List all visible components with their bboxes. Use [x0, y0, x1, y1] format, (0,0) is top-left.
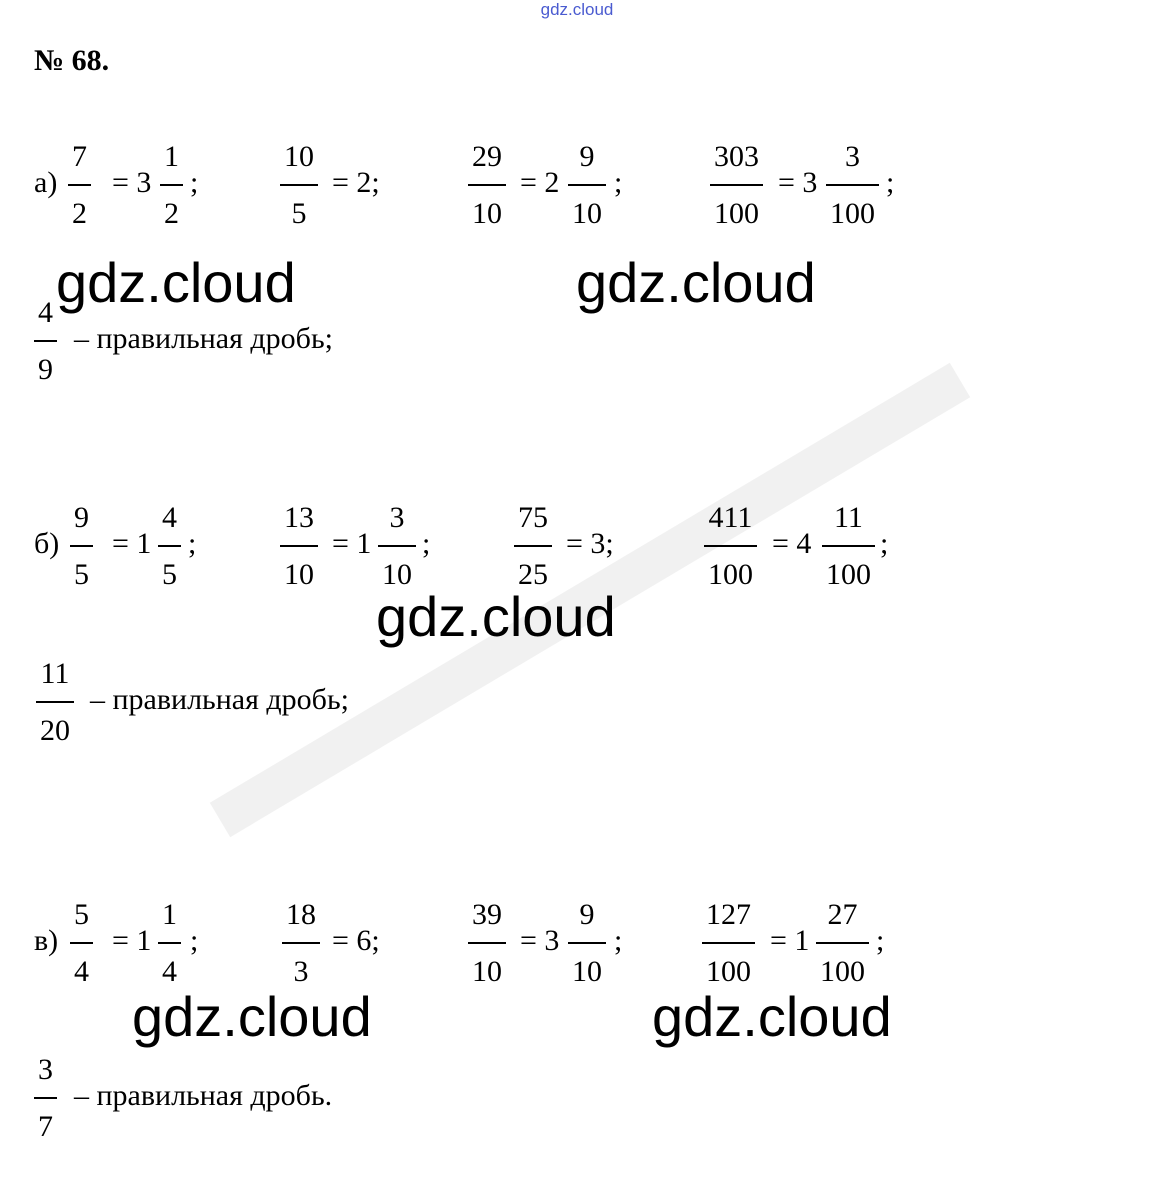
- row-a-label: а): [34, 166, 58, 199]
- numerator: 127: [706, 898, 751, 931]
- fraction-bar: [378, 545, 416, 547]
- row-a-equals-2: = 2;: [332, 166, 380, 199]
- row-v-equals-4: = 1: [770, 924, 810, 957]
- row-v-equals-2: = 6;: [332, 924, 380, 957]
- numerator: 75: [518, 501, 548, 534]
- watermark-text: gdz.cloud: [132, 985, 372, 1048]
- numerator: 4: [38, 296, 53, 329]
- row-b-mixed-4: [822, 503, 875, 590]
- fraction-bar: [158, 942, 181, 944]
- numerator: 1: [162, 898, 177, 931]
- row-b-fraction-4: [704, 503, 757, 590]
- numerator: 11: [40, 657, 70, 690]
- numerator: 7: [72, 140, 87, 173]
- fraction-bar: [816, 942, 869, 944]
- problem-number: № 68.: [34, 44, 110, 77]
- denominator: 10: [572, 955, 602, 988]
- row-v-equals-1: = 1: [112, 924, 152, 957]
- numerator: 411: [708, 501, 753, 534]
- fraction-bar: [514, 545, 552, 547]
- row-v-fraction-1: [70, 900, 93, 987]
- numerator: 9: [579, 140, 595, 173]
- numerator: 11: [834, 501, 863, 534]
- row-v-mixed-3: [568, 900, 606, 987]
- fraction-bar: [34, 340, 57, 342]
- row-v-fraction-2: [282, 900, 320, 987]
- fraction-bar: [704, 545, 757, 547]
- row-v-equals-3: = 3: [520, 924, 560, 957]
- denominator: 10: [284, 558, 314, 591]
- denominator: 20: [40, 714, 70, 747]
- denominator: 5: [162, 558, 177, 591]
- denominator: 10: [382, 558, 412, 591]
- fraction-bar: [468, 184, 506, 186]
- row-b-equals-2: = 1: [332, 527, 372, 560]
- row-v-fraction-4: [702, 900, 755, 987]
- numerator: 5: [74, 898, 89, 931]
- fraction-bar: [70, 942, 93, 944]
- denominator: 10: [472, 197, 502, 230]
- watermark-text: gdz.cloud: [652, 985, 892, 1048]
- row-a-equals-3: = 2: [520, 166, 560, 199]
- denominator: 2: [164, 197, 179, 230]
- denominator: 100: [820, 955, 865, 988]
- denominator: 100: [714, 197, 759, 230]
- fraction-bar: [68, 184, 91, 186]
- row-b-mixed-1: [158, 503, 181, 590]
- denominator: 4: [74, 955, 89, 988]
- row-b-equals-3: = 3;: [566, 527, 614, 560]
- row-b-note-fraction: [36, 659, 74, 746]
- row-a-fraction-3: [468, 142, 506, 229]
- fraction-bar: [568, 942, 606, 944]
- numerator: 9: [74, 501, 89, 534]
- row-b-fraction-3: [514, 503, 552, 590]
- numerator: 3: [38, 1053, 53, 1086]
- row-b-semicolon-1: ;: [188, 527, 197, 560]
- row-b-fraction-1: [70, 503, 93, 590]
- numerator: 29: [472, 140, 502, 173]
- fraction-bar: [280, 184, 318, 186]
- numerator: 13: [284, 501, 314, 534]
- denominator: 10: [472, 955, 502, 988]
- fraction-bar: [160, 184, 183, 186]
- row-b-note-text: – правильная дробь;: [90, 683, 349, 716]
- fraction-bar: [158, 545, 181, 547]
- fraction-bar: [36, 701, 74, 703]
- row-a-fraction-2: [280, 142, 318, 229]
- row-a-note-text: – правильная дробь;: [74, 322, 333, 355]
- row-b-fraction-2: [280, 503, 318, 590]
- denominator: 100: [708, 558, 753, 591]
- row-b-label: б): [34, 527, 60, 560]
- row-a-equals-1: = 3: [112, 166, 152, 199]
- row-v-semicolon-3: ;: [614, 924, 623, 957]
- row-a-semicolon-3: ;: [614, 166, 623, 199]
- fraction-bar: [70, 545, 93, 547]
- row-a-fraction-4: [710, 142, 763, 229]
- row-b-equals-1: = 1: [112, 527, 152, 560]
- row-a-mixed-1: [160, 142, 183, 229]
- fraction-bar: [468, 942, 506, 944]
- row-v-mixed-4: [816, 900, 869, 987]
- numerator: 18: [286, 898, 316, 931]
- row-b-semicolon-2: ;: [422, 527, 431, 560]
- row-a-equals-4: = 3: [778, 166, 818, 199]
- denominator: 25: [518, 558, 548, 591]
- denominator: 5: [291, 197, 307, 230]
- numerator: 10: [284, 140, 314, 173]
- row-v-semicolon-1: ;: [190, 924, 199, 957]
- watermark-text: gdz.cloud: [56, 251, 296, 314]
- fraction-bar: [822, 545, 875, 547]
- row-a-fraction-1: [68, 142, 91, 229]
- row-a-semicolon-4: ;: [886, 166, 895, 199]
- fraction-bar: [710, 184, 763, 186]
- numerator: 39: [472, 898, 502, 931]
- row-v-semicolon-4: ;: [876, 924, 885, 957]
- numerator: 27: [827, 898, 858, 931]
- row-a-note-fraction: [34, 298, 57, 385]
- denominator: 2: [72, 197, 87, 230]
- top-watermark: gdz.cloud: [540, 0, 614, 19]
- row-v-mixed-1: [158, 900, 181, 987]
- fraction-bar: [826, 184, 879, 186]
- watermark-text: gdz.cloud: [376, 585, 616, 648]
- denominator: 5: [74, 558, 89, 591]
- numerator: 303: [714, 140, 759, 173]
- denominator: 9: [38, 353, 53, 386]
- row-v-label: в): [34, 924, 59, 957]
- denominator: 10: [572, 197, 602, 230]
- denominator: 3: [293, 955, 309, 988]
- numerator: 1: [164, 140, 179, 173]
- fraction-bar: [702, 942, 755, 944]
- row-b-equals-4: = 4: [772, 527, 812, 560]
- row-v-note-fraction: [34, 1055, 57, 1142]
- denominator: 7: [38, 1110, 53, 1143]
- fraction-bar: [282, 942, 320, 944]
- row-v-fraction-3: [468, 900, 506, 987]
- denominator: 100: [706, 955, 751, 988]
- row-a-mixed-3: [568, 142, 606, 229]
- row-a-mixed-4: [826, 142, 879, 229]
- row-v-note-text: – правильная дробь.: [74, 1079, 333, 1112]
- fraction-bar: [280, 545, 318, 547]
- fraction-bar: [34, 1097, 57, 1099]
- row-a-semicolon-1: ;: [190, 166, 199, 199]
- watermark-text: gdz.cloud: [576, 251, 816, 314]
- fraction-bar: [568, 184, 606, 186]
- denominator: 100: [830, 197, 875, 230]
- denominator: 100: [826, 558, 871, 591]
- row-b-semicolon-4: ;: [880, 527, 889, 560]
- row-b-mixed-2: [378, 503, 416, 590]
- numerator: 9: [579, 898, 595, 931]
- denominator: 4: [162, 955, 177, 988]
- numerator: 3: [845, 140, 860, 173]
- numerator: 4: [162, 501, 177, 534]
- numerator: 3: [389, 501, 405, 534]
